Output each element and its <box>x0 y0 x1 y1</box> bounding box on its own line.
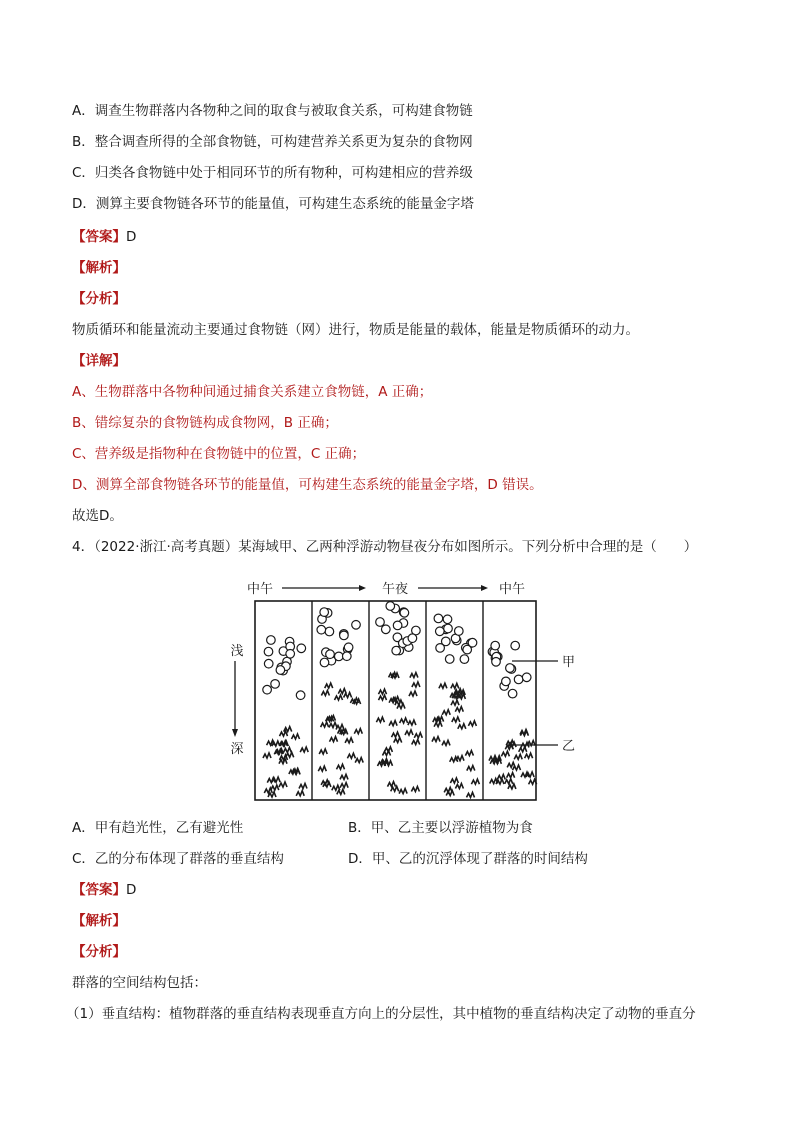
answer-label: 【答案】 <box>72 229 126 245</box>
q4-answer-line <box>72 880 136 900</box>
plankton-a-circle <box>296 691 305 700</box>
plankton-b-zigzag <box>376 717 384 722</box>
plankton-b-zigzag <box>434 722 442 727</box>
plankton-b-zigzag <box>379 689 387 694</box>
plankton-a-circle <box>267 636 276 645</box>
plankton-b-zigzag <box>412 740 420 745</box>
plankton-a-circle <box>511 641 520 650</box>
detail-a: A、生物群落中各物种间通过捕食关系建立食物链，A 正确； <box>72 384 433 400</box>
plankton-b-zigzag <box>414 733 422 738</box>
plankton-b-zigzag <box>280 755 288 760</box>
plankton-a-circle <box>400 609 409 618</box>
plankton-a-circle <box>340 631 349 640</box>
plankton-a-circle <box>352 621 361 630</box>
plankton-a-circle <box>376 618 385 627</box>
answer-value: D <box>126 229 137 245</box>
plankton-a-circle <box>492 658 501 667</box>
plankton-b-zigzag <box>329 723 337 728</box>
vertical-structure-text: （1）垂直结构：植物群落的垂直结构表现垂直方向上的分层性，其中植物的垂直结构决定了动物的垂直分 <box>66 1006 696 1022</box>
plankton-b-zigzag <box>392 732 400 737</box>
depth-label-deep: 深 <box>230 742 244 757</box>
plankton-a-circle <box>276 666 285 675</box>
plankton-a-circle <box>392 646 401 655</box>
plankton-a-circle <box>408 634 417 643</box>
plankton-a-circle <box>508 689 517 698</box>
plankton-a-circle <box>445 655 454 664</box>
plankton-b-zigzag <box>263 753 271 758</box>
plankton-a-circle <box>443 615 452 624</box>
plankton-a-circle <box>506 664 515 673</box>
plankton-b-zigzag <box>467 766 475 771</box>
plankton-b-zigzag <box>325 683 333 688</box>
plankton-b-zigzag <box>330 737 338 742</box>
plankton-b-zigzag <box>280 731 288 736</box>
plankton-a-circle <box>463 645 472 654</box>
plankton-a-circle <box>491 641 500 650</box>
plankton-b-zigzag <box>411 787 419 792</box>
plankton-a-circle <box>382 625 391 634</box>
plankton-b-zigzag <box>355 758 363 763</box>
detail-d: D、测算全部食物链各环节的能量值，可构建生态系统的能量金字塔，D 错误。 <box>72 477 543 493</box>
plankton-b-zigzag <box>347 753 355 758</box>
fenxi-label: 【分析】 <box>72 291 126 307</box>
plankton-b-zigzag <box>335 695 343 700</box>
plankton-b-zigzag <box>451 683 459 688</box>
plankton-b-zigzag <box>455 784 463 789</box>
time-label-noon-2: 中午 <box>498 582 526 597</box>
plankton-a-circle <box>502 677 511 686</box>
plankton-b-zigzag <box>354 729 362 734</box>
plankton-a-circle <box>460 655 469 664</box>
plankton-b-zigzag <box>271 785 279 790</box>
q4-answer-label: 【答案】 <box>72 882 126 898</box>
plankton-b-zigzag <box>318 766 326 771</box>
depth-label-shallow: 浅 <box>230 644 244 659</box>
plankton-b-zigzag <box>405 730 413 735</box>
plankton-b-zigzag <box>412 682 420 687</box>
plankton-b-zigzag <box>321 691 329 696</box>
plankton-a-circle <box>320 658 329 667</box>
structure-intro: 群落的空间结构包括： <box>72 975 207 991</box>
detail-b: B、错综复杂的食物链构成食物网，B 正确； <box>72 415 338 431</box>
plankton-a-circle <box>335 652 344 661</box>
plankton-a-circle <box>344 643 353 652</box>
depth-arrow-head <box>232 729 238 737</box>
option-b: B．整合调查所得的全部食物链，可构建营养关系更为复杂的食物网 <box>72 134 473 150</box>
plankton-b-zigzag <box>296 791 304 796</box>
detail-label: 【详解】 <box>72 353 126 369</box>
time-label-noon-1: 中午 <box>246 582 274 597</box>
plankton-distribution-figure <box>220 575 590 805</box>
plankton-a-circle <box>317 625 326 634</box>
plankton-a-circle <box>263 685 272 694</box>
answer-line <box>72 227 136 247</box>
plankton-a-circle <box>386 602 395 611</box>
plankton-b-zigzag <box>471 779 479 784</box>
plankton-a-circle <box>271 680 280 689</box>
plankton-b-zigzag <box>337 789 345 794</box>
detail-c: C、营养级是指物种在食物链中的位置，C 正确； <box>72 446 366 462</box>
plankton-b-zigzag <box>455 707 463 712</box>
plankton-b-zigzag <box>451 700 459 705</box>
plankton-a-circle <box>436 644 445 653</box>
plankton-b-zigzag <box>279 782 287 787</box>
plankton-b-zigzag <box>388 782 396 787</box>
plankton-a-circle <box>343 652 352 661</box>
plankton-b-zigzag <box>525 753 533 758</box>
plankton-a-circle <box>264 659 273 668</box>
plankton-a-circle <box>264 647 273 656</box>
plankton-b-zigzag <box>468 721 476 726</box>
plankton-a-circle <box>320 608 329 617</box>
plankton-a-circle <box>286 650 295 659</box>
plankton-b-zigzag <box>340 783 348 788</box>
plankton-b-zigzag <box>319 749 327 754</box>
plankton-b-zigzag <box>284 727 292 732</box>
plankton-b-zigzag <box>340 774 348 779</box>
plankton-b-zigzag <box>442 710 450 715</box>
plankton-b-zigzag <box>514 754 522 759</box>
plankton-b-zigzag <box>410 673 418 678</box>
plankton-b-zigzag <box>513 765 521 770</box>
species-b-markers <box>263 672 537 797</box>
plankton-b-zigzag <box>465 751 473 756</box>
plankton-b-zigzag <box>452 717 460 722</box>
plankton-a-circle <box>522 673 531 682</box>
plankton-a-circle <box>514 675 523 684</box>
option-d: D．测算主要食物链各环节的能量值，可构建生态系统的能量金字塔 <box>72 196 474 212</box>
plankton-b-zigzag <box>345 738 353 743</box>
q4-answer-value: D <box>126 882 137 898</box>
time-arrow-2-head <box>481 585 488 591</box>
plankton-b-zigzag <box>394 738 402 743</box>
plankton-b-zigzag <box>408 720 416 725</box>
q4-option-c: C．乙的分布体现了群落的垂直结构 <box>72 851 284 867</box>
plankton-b-zigzag <box>389 721 397 726</box>
time-arrow-1-head <box>359 585 366 591</box>
plankton-b-zigzag <box>519 747 527 752</box>
q4-option-a: A．甲有趋光性，乙有避光性 <box>72 820 244 836</box>
plankton-b-zigzag <box>400 718 408 723</box>
plankton-b-zigzag <box>344 693 352 698</box>
question-4-stem: 4．（2022·浙江·高考真题）某海域甲、乙两种浮游动物昼夜分布如图所示。下列分析中合理的是（ ） <box>72 539 698 555</box>
plankton-b-zigzag <box>450 757 458 762</box>
option-a: A．调查生物群落内各物种之间的取食与被取食关系，可构建食物链 <box>72 103 473 119</box>
plankton-a-circle <box>444 624 453 633</box>
plankton-a-circle <box>325 627 334 636</box>
plankton-a-circle <box>326 650 335 659</box>
plankton-b-zigzag <box>399 789 407 794</box>
plankton-b-zigzag <box>501 751 509 756</box>
option-c: C．归类各食物链中处于相同环节的所有物种，可构建相应的营养级 <box>72 165 473 181</box>
plankton-a-circle <box>393 621 402 630</box>
q4-fenxi-label: 【分析】 <box>72 944 126 960</box>
plankton-a-circle <box>297 644 306 653</box>
plankton-b-zigzag <box>300 747 308 752</box>
q4-analysis-label: 【解析】 <box>72 913 126 929</box>
plankton-a-circle <box>434 614 443 623</box>
q4-option-b: B．甲、乙主要以浮游植物为食 <box>348 820 533 836</box>
q4-option-d: D．甲、乙的沉浮体现了群落的时间结构 <box>348 851 588 867</box>
plankton-b-zigzag <box>439 683 447 688</box>
plankton-b-zigzag <box>496 779 504 784</box>
species-a-markers <box>263 602 531 700</box>
plankton-b-zigzag <box>409 691 417 696</box>
plankton-b-zigzag <box>467 792 475 797</box>
conclusion: 故选D。 <box>72 508 123 524</box>
plankton-b-zigzag <box>337 764 345 769</box>
plankton-b-zigzag <box>283 748 291 753</box>
species-a-label: 甲 <box>562 655 576 670</box>
plankton-b-zigzag <box>458 724 466 729</box>
plankton-b-zigzag <box>299 784 307 789</box>
plankton-b-zigzag <box>450 778 458 783</box>
plankton-b-zigzag <box>432 737 440 742</box>
plankton-b-zigzag <box>321 722 329 727</box>
plankton-b-zigzag <box>505 779 513 784</box>
species-b-label: 乙 <box>562 739 576 754</box>
plankton-a-circle <box>436 627 445 636</box>
time-label-midnight: 午夜 <box>381 582 409 597</box>
fenxi-text: 物质循环和能量流动主要通过食物链（网）进行，物质是能量的载体，能量是物质循环的动力。 <box>72 322 639 338</box>
plankton-a-circle <box>455 627 464 636</box>
plankton-b-zigzag <box>292 734 300 739</box>
analysis-label: 【解析】 <box>72 260 126 276</box>
plankton-b-zigzag <box>442 740 450 745</box>
